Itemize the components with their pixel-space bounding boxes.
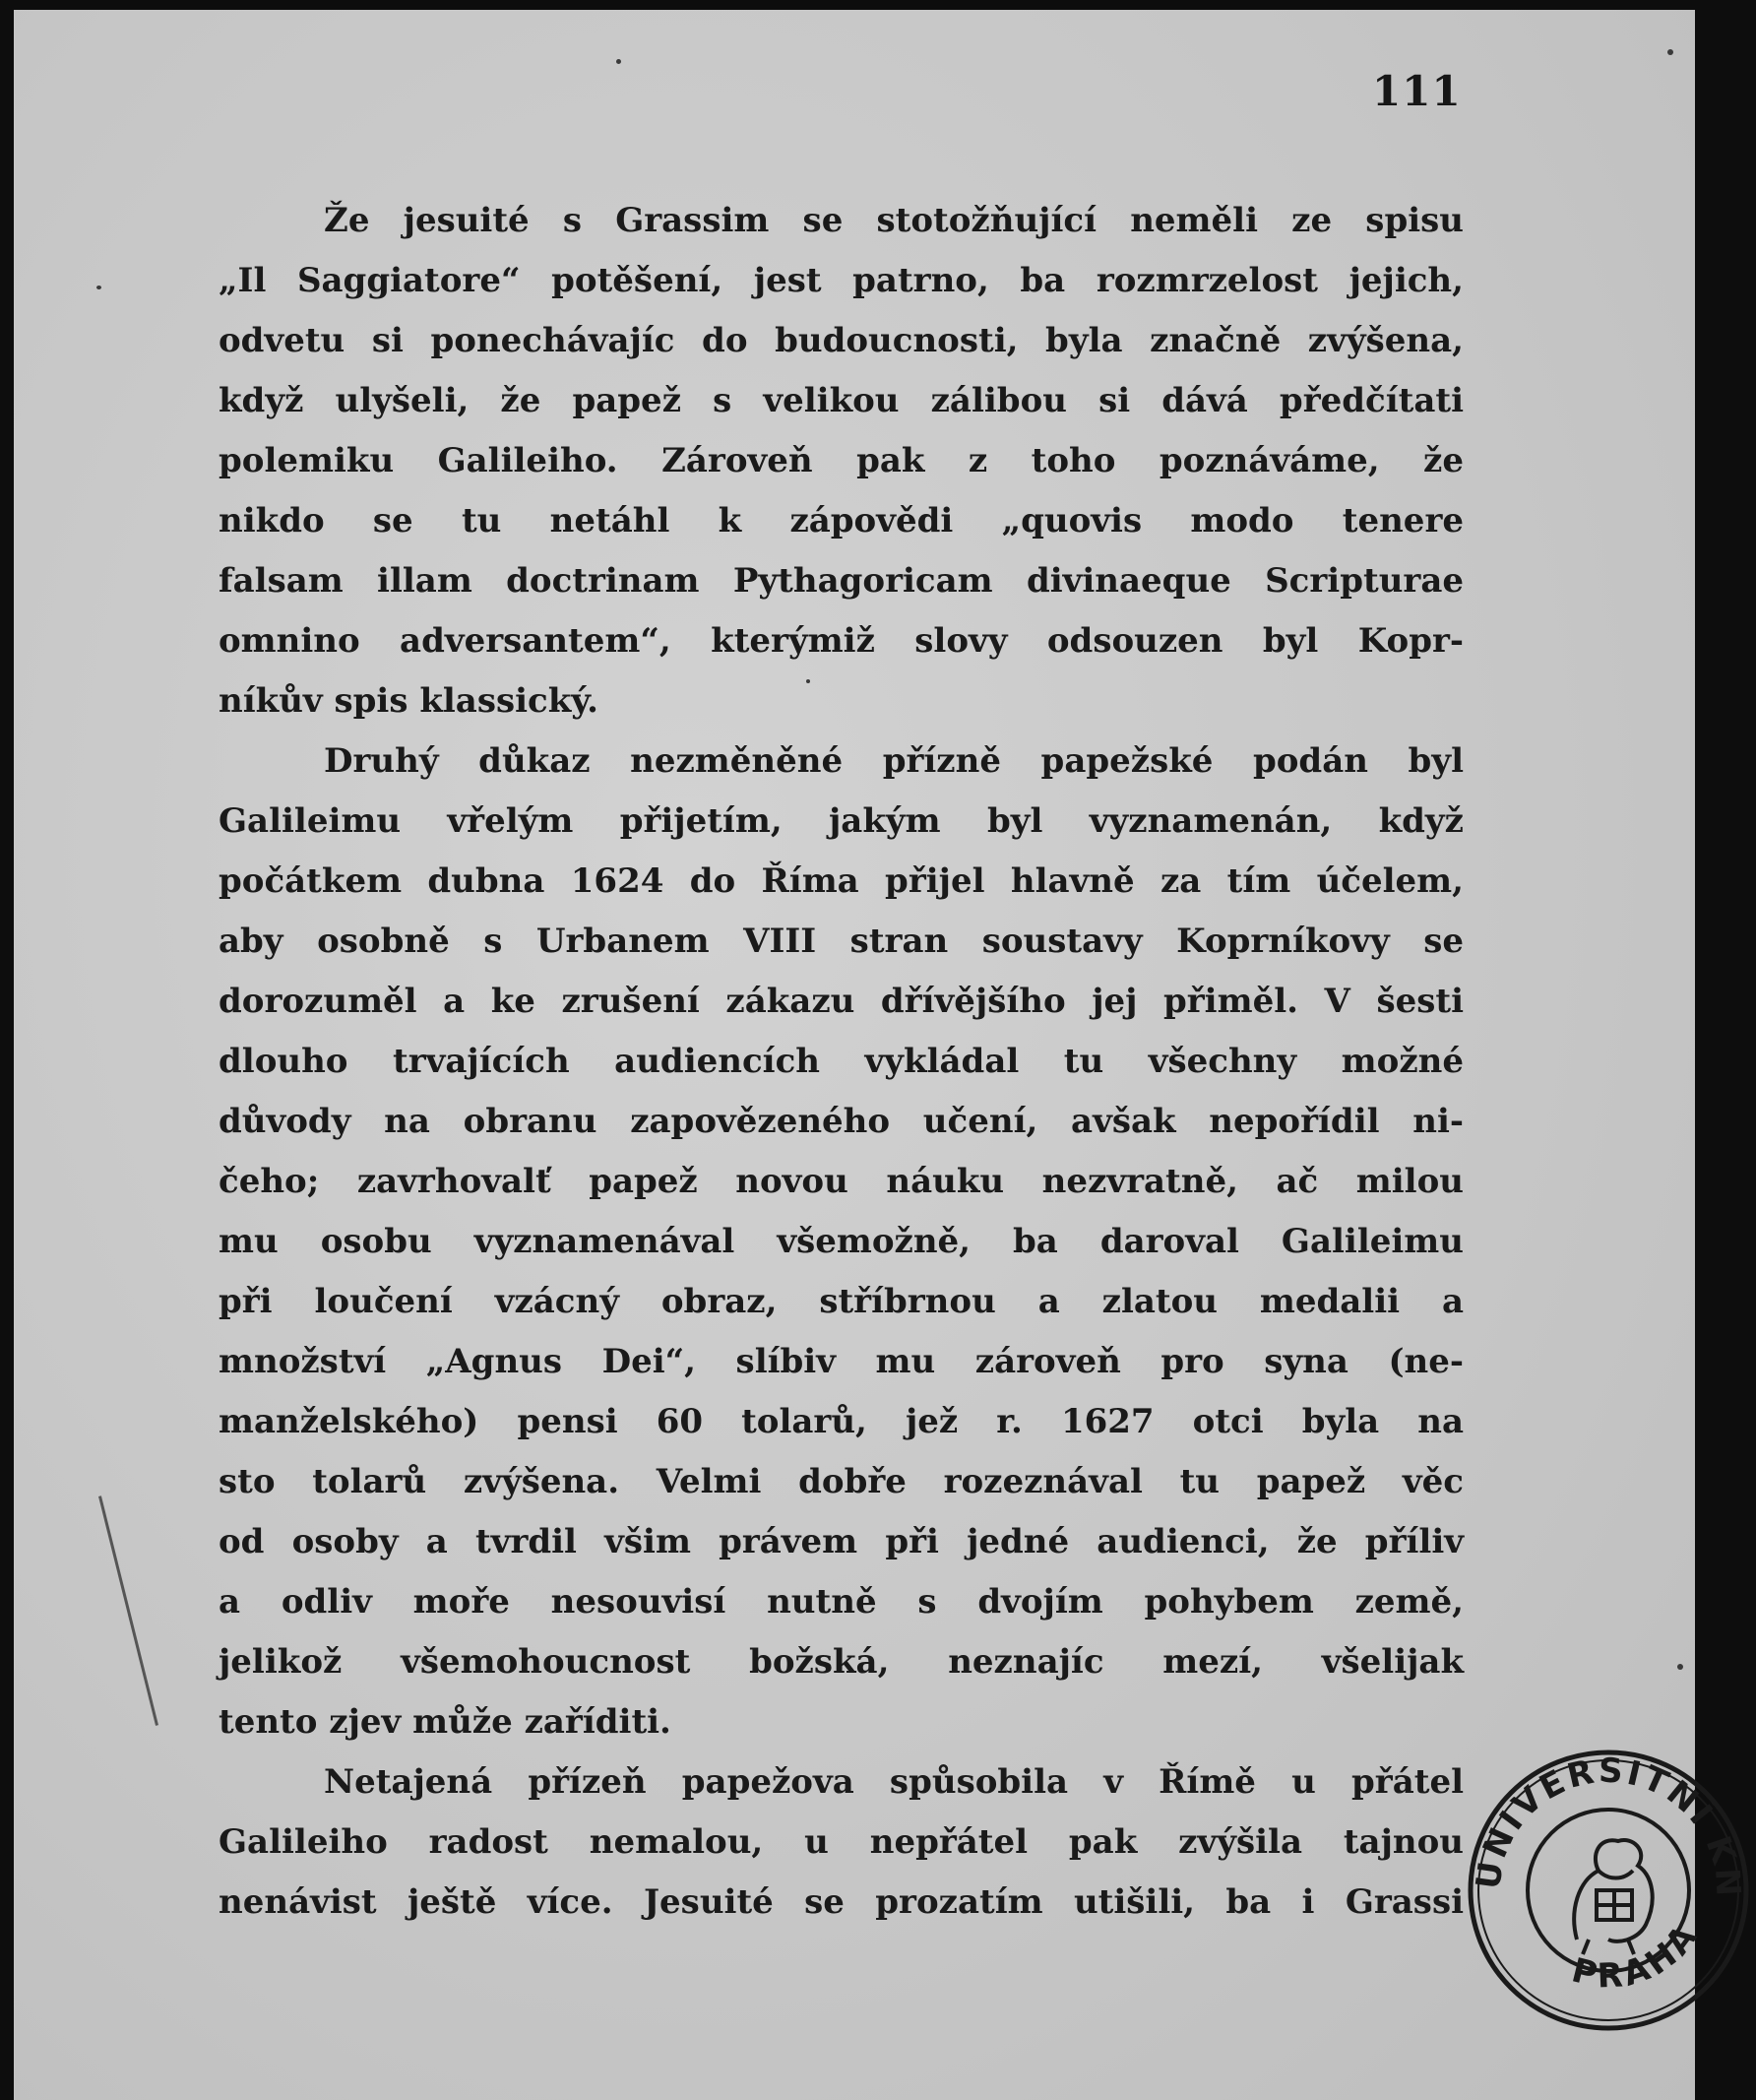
body-text [219, 191, 1464, 1933]
text-line: odvetu si ponechávajíc do budoucnosti, byla značně zvýšena, [219, 321, 1464, 360]
text-line: Netajená přízeň papežova spůsobila v Římě u přátel [324, 1762, 1464, 1802]
stamp-top-text: UNIVERSITNÍ KN [1469, 1750, 1748, 1901]
svg-text:PRAHA [1568, 1915, 1708, 1996]
text-line: počátkem dubna 1624 do Říma přijel hlavně za tím účelem, [219, 861, 1464, 901]
library-stamp [1461, 1743, 1756, 2038]
text-line: níkův spis klassický. [219, 681, 598, 721]
text-line: když ulyšeli, že papež s velikou zálibou si dává předčítati [219, 381, 1464, 420]
text-line: Druhý důkaz nezměněné přízně papežské podán byl [324, 741, 1464, 781]
text-line: „Il Saggiatore“ potěšení, jest patrno, ba rozmrzelost jejich, [219, 261, 1464, 300]
text-line: aby osobně s Urbanem VIII stran soustavy Koprníkovy se [219, 922, 1464, 961]
text-line: omnino adversantem“, kterýmiž slovy odsouzen byl Kopr- [219, 621, 1464, 661]
text-line: mu osobu vyznamenával všemožně, ba daroval Galileimu [219, 1222, 1464, 1261]
text-line: tento zjev může zaříditi. [219, 1702, 671, 1742]
text-line: polemiku Galileiho. Zároveň pak z toho poznáváme, že [219, 441, 1464, 480]
text-line: jelikož všemohoucnost božská, neznajíc mezí, všelijak [219, 1642, 1464, 1682]
text-line: Že jesuité s Grassim se stotožňující neměli ze spisu [324, 201, 1464, 240]
scan-speck [616, 59, 621, 64]
text-line: dorozuměl a ke zrušení zákazu dřívějšího jej přiměl. V šesti [219, 982, 1464, 1021]
text-line: Galileiho radost nemalou, u nepřátel pak zvýšila tajnou [219, 1822, 1464, 1862]
text-line: sto tolarů zvýšena. Velmi dobře rozeznával tu papež věc [219, 1462, 1464, 1501]
scan-speck [806, 679, 810, 683]
text-line: množství „Agnus Dei“, slíbiv mu zároveň pro syna (ne- [219, 1342, 1464, 1381]
stamp-bottom-text: PRAHA [1567, 1915, 1708, 1997]
text-line: dlouho trvajících audiencích vykládal tu všechny možné [219, 1042, 1464, 1081]
scan-scratch [98, 1495, 158, 1726]
text-line: nenávist ještě více. Jesuité se prozatím utišili, ba i Grassi [219, 1882, 1464, 1922]
text-line: a odliv moře nesouvisí nutně s dvojím pohybem země, [219, 1582, 1464, 1622]
page-number: 111 [1372, 67, 1462, 115]
scanned-page [14, 10, 1748, 2100]
stamp-graphic [1461, 1743, 1756, 2038]
scan-speck [96, 286, 101, 289]
text-line: nikdo se tu netáhl k zápovědi „quovis modo tenere [219, 501, 1464, 541]
text-line: falsam illam doctrinam Pythagoricam divinaeque Scripturae [219, 561, 1464, 601]
lion-emblem-icon [1574, 1840, 1652, 1954]
text-line: čeho; zavrhovalť papež novou náuku nezvratně, ač milou [219, 1162, 1464, 1201]
text-line: důvody na obranu zapovězeného učení, avšak nepořídil ni- [219, 1102, 1464, 1141]
text-line: od osoby a tvrdil všim právem při jedné audienci, že příliv [219, 1522, 1464, 1561]
scan-speck [1667, 49, 1673, 55]
text-line: Galileimu vřelým přijetím, jakým byl vyznamenán, když [219, 801, 1464, 841]
text-line: manželského) pensi 60 tolarů, jež r. 1627 otci byla na [219, 1402, 1464, 1441]
text-line: při loučení vzácný obraz, stříbrnou a zlatou medalii a [219, 1282, 1464, 1321]
scan-speck [1677, 1664, 1683, 1670]
